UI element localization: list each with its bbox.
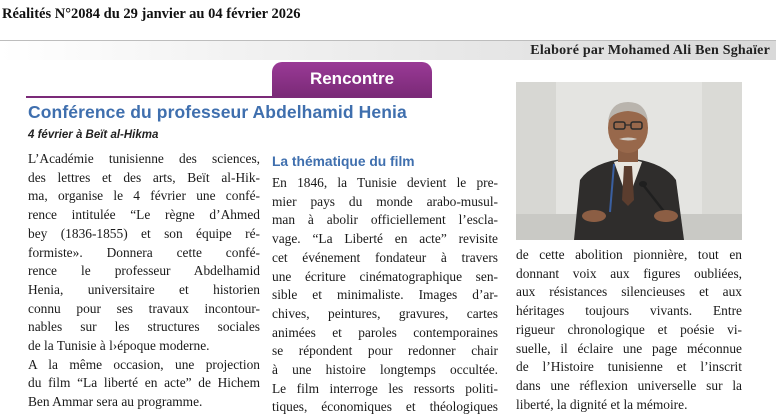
text-line: mier pays du monde arabo-musul- (272, 193, 498, 209)
speaker-photo-illustration (516, 82, 742, 240)
text-line: rence le professeur Abdelhamid (28, 263, 260, 279)
text-line: tiques, économiques et théologiques (272, 399, 498, 415)
text-line: suelle, il éclaire une page méconnue (516, 340, 742, 356)
byline-bar (0, 40, 776, 60)
article-subtitle: 4 février à Beït al-Hikma (28, 129, 159, 141)
text-line: vage. “La Liberté en acte” revisite (272, 231, 498, 247)
text-line: se répondent pour redonner chair (272, 343, 498, 359)
text-line: man à abolir officiellement l’escla- (272, 212, 498, 228)
text-line: de l’Histoire tunisienne et l’inscrit (516, 359, 742, 375)
text-line: bey (1836-1855) et son équipe ré- (28, 225, 260, 241)
text-line: dans une réflexion universelle sur la (516, 377, 742, 393)
article-column-1 (28, 150, 260, 412)
text-line: sible et minimaliste. Images d’ar- (272, 287, 498, 303)
article-column-3 (516, 246, 742, 414)
text-line: une écriture cinématographique sen- (272, 268, 498, 284)
text-line: L’Académie tunisienne des sciences, (28, 151, 260, 166)
speaker-photo (516, 82, 742, 240)
text-line: Henia, universitaire et historien (28, 281, 260, 297)
byline: Elaboré par Mohamed Ali Ben Sghaïer (530, 43, 770, 58)
text-line: formiste». Donnera cette confé- (28, 244, 260, 260)
text-line: du film “La liberté en acte” de Hichem (28, 375, 260, 391)
text-line: liberté, la dignité et la mémoire. (516, 396, 688, 412)
text-line: En 1846, la Tunisie devient le pre- (272, 175, 498, 190)
text-line: rigueur chronologique et poésie vi- (516, 321, 742, 337)
text-line: ma, organise le 4 février une confé- (28, 188, 260, 204)
text-line: héritages toujours vivants. Entre (516, 303, 742, 319)
text-line: aux résistances silencieuses et aux (516, 284, 742, 300)
text-line: de la Tunisie à l›époque moderne. (28, 338, 210, 354)
rubric-rule (26, 96, 432, 98)
text-line: donnant voix aux figures oubliées, (516, 265, 742, 281)
rubric-tab: Rencontre (272, 62, 432, 96)
text-line: connu pour ses travaux incontour- (28, 300, 260, 316)
text-line: nables sur les structures sociales (28, 319, 260, 335)
text-line: rence intitulée “Le règne d’Ahmed (28, 207, 260, 223)
text-line: des lettres et des arts, Beït al-Hik- (28, 169, 260, 185)
text-line: de cette abolition pionnière, tout en (516, 247, 742, 262)
text-line: A la même occasion, une projection (28, 356, 260, 372)
article-column-2 (272, 174, 498, 416)
text-line: Ben Ammar sera au programme. (28, 394, 203, 410)
text-line: à une histoire longtemps occultée. (272, 362, 498, 378)
section-heading: La thématique du film (272, 154, 415, 169)
text-line: Le film interroge les ressorts politi- (272, 380, 498, 396)
article-title: Conférence du professeur Abdelhamid Henia (28, 102, 407, 122)
masthead: Réalités N°2084 du 29 janvier au 04 février 2026 (2, 6, 301, 22)
text-line: cet événement fondateur à travers (272, 249, 498, 265)
text-line: animées et paroles contemporaines (272, 324, 498, 340)
text-line: chives, peintures, gravures, cartes (272, 305, 498, 321)
